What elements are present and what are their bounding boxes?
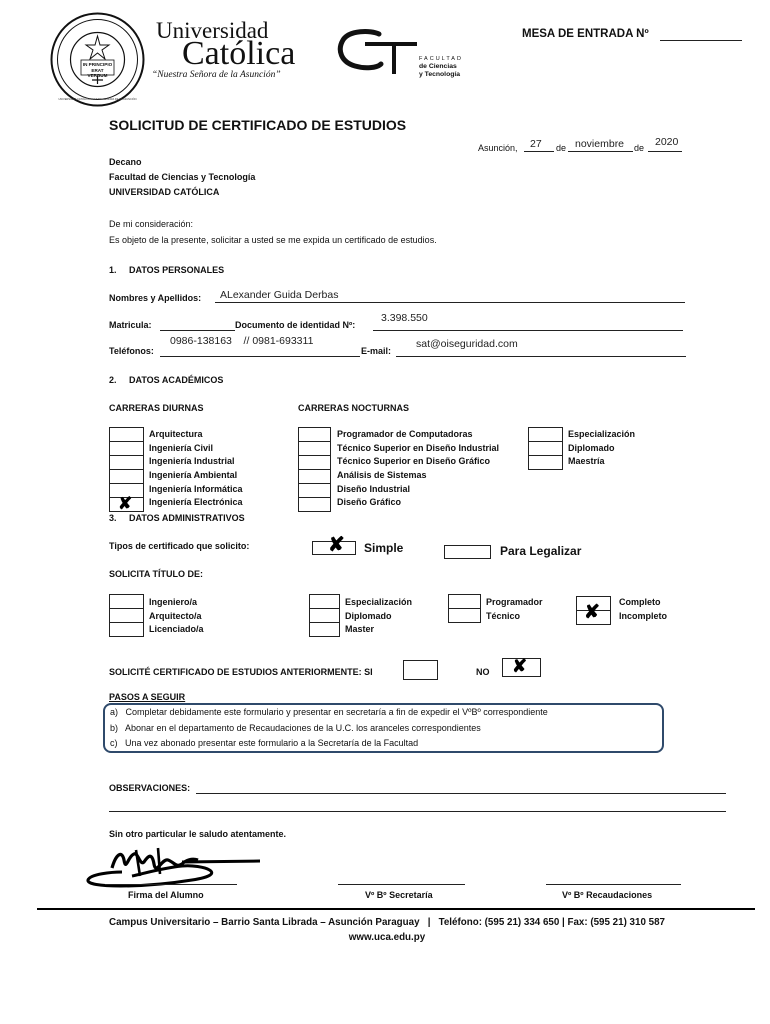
section3-title: 3. DATOS ADMINISTRATIVOS — [109, 513, 245, 523]
date-day-line — [524, 151, 554, 152]
recaudaciones-sign-line[interactable] — [546, 884, 681, 885]
previous-no-check-mark: ✘ — [512, 656, 528, 676]
checkbox-maestria[interactable] — [528, 455, 563, 470]
titulo-item: Programador — [486, 597, 543, 607]
day-career-item: Ingeniería Industrial — [149, 456, 235, 467]
step-c: c) Una vez abonado presentar este formulario a la Secretaría de la Facultad — [110, 738, 419, 748]
post-career-item: Especialización — [568, 429, 636, 439]
night-career-item: Análisis de Sistemas — [337, 470, 427, 481]
faculty-label-3: y Tecnología — [419, 71, 461, 78]
checkbox-diseno-grafico[interactable] — [298, 497, 331, 512]
closing-text: Sin otro particular le saludo atentamente. — [109, 829, 287, 839]
checkbox-legalizar[interactable] — [444, 545, 491, 559]
day-career-item: Arquitectura — [149, 429, 203, 439]
titulo-label: SOLICITA TÍTULO DE: — [109, 569, 203, 579]
mesa-entrada-line[interactable] — [660, 40, 742, 41]
checkbox-ingeniero[interactable] — [109, 594, 144, 609]
phones-label: Teléfonos: — [109, 346, 154, 356]
day-career-item: Ingeniería Informática — [149, 483, 243, 494]
simple-label: Simple — [364, 541, 404, 555]
titulo-item: Master — [345, 624, 375, 635]
checkbox-titulo-diplomado[interactable] — [309, 608, 340, 623]
checkbox-diplomado[interactable] — [528, 441, 563, 456]
titulo-item: Técnico — [486, 610, 521, 621]
checkbox-diseno-industrial[interactable] — [298, 483, 331, 498]
titulo-item: Ingeniero/a — [149, 597, 198, 607]
night-careers-heading: CARRERAS NOCTURNAS — [298, 403, 410, 413]
titulo-item: Completo — [619, 597, 661, 607]
secretaria-sign-line[interactable] — [338, 884, 465, 885]
doc-label: Documento de identidad Nº: — [235, 320, 356, 330]
date-prefix: Asunción, — [478, 143, 518, 153]
addressee-line3: UNIVERSIDAD CATÓLICA — [109, 187, 220, 197]
checkbox-arquitectura[interactable] — [109, 427, 144, 442]
titulo-item: Licenciado/a — [149, 624, 204, 635]
checkbox-titulo-master[interactable] — [309, 622, 340, 637]
recaudaciones-sign-label: Vº Bº Recaudaciones — [562, 890, 653, 900]
checkbox-titulo-programador[interactable] — [448, 594, 481, 609]
university-seal — [50, 12, 145, 107]
matricula-field-line[interactable] — [160, 330, 235, 331]
alumno-sign-line[interactable] — [105, 884, 237, 885]
checkbox-ing-industrial[interactable] — [109, 455, 144, 470]
section2-title: 2. DATOS ACADÉMICOS — [109, 375, 224, 385]
date-de-1: de — [556, 143, 567, 153]
checkbox-analisis-sistemas[interactable] — [298, 469, 331, 484]
mesa-entrada-label: MESA DE ENTRADA Nº — [522, 28, 649, 40]
titulo-item: Incompleto — [619, 610, 668, 621]
intro-line2: Es objeto de la presente, solicitar a usted se me expida un certificado de estudios. — [109, 235, 437, 245]
simple-check-mark: ✘ — [328, 534, 345, 556]
step-a: a) Completar debidamente este formulario y presentar en secretaría a fin de expedir el VºBº correspondiente — [110, 707, 548, 717]
step-b: b) Abonar en el departamento de Recaudaciones de la U.C. los aranceles correspondientes — [110, 723, 481, 733]
wordmark-line1: Universidad — [156, 18, 269, 43]
footer-website[interactable]: www.uca.edu.py — [348, 932, 426, 943]
faculty-label-1: FACULTAD — [419, 56, 463, 62]
titulo-item: Diplomado — [345, 610, 392, 621]
night-career-item: Técnico Superior en Diseño Gráfico — [337, 456, 491, 467]
alumno-sign-label: Firma del Alumno — [128, 890, 204, 900]
night-career-item: Diseño Gráfico — [337, 497, 402, 508]
wordmark-line2: Católica — [182, 35, 296, 72]
date-month-line — [568, 151, 633, 152]
intro-line1: De mi consideración: — [109, 219, 194, 229]
checkbox-especializacion[interactable] — [528, 427, 563, 442]
night-career-item: Técnico Superior en Diseño Industrial — [337, 442, 500, 453]
post-career-item: Maestría — [568, 456, 605, 467]
email-value[interactable]: sat@oiseguridad.com — [416, 338, 518, 350]
titulo-item: Especialización — [345, 597, 413, 607]
checkbox-titulo-especializacion[interactable] — [309, 594, 340, 609]
titulo-col1-list — [149, 596, 204, 637]
student-signature — [82, 846, 262, 892]
faculty-label-2: de Ciencias — [419, 63, 457, 70]
addressee-line2: Facultad de Ciencias y Tecnología — [109, 172, 256, 182]
checkbox-programador[interactable] — [298, 427, 331, 442]
titulo-col2-list — [345, 596, 412, 637]
steps-title: PASOS A SEGUIR — [109, 692, 186, 702]
titulo-col4-list — [619, 596, 667, 623]
completo-check-mark: ✘ — [584, 602, 600, 623]
phones-field-line — [160, 356, 360, 357]
previous-cert-label: SOLICITÉ CERTIFICADO DE ESTUDIOS ANTERIORMENTE: SI — [109, 667, 373, 677]
matricula-label: Matricula: — [109, 320, 152, 330]
legalizar-label: Para Legalizar — [500, 544, 582, 558]
checkbox-ing-civil[interactable] — [109, 441, 144, 456]
date-year[interactable]: 2020 — [655, 136, 679, 148]
day-careers-heading: CARRERAS DIURNAS — [109, 403, 204, 413]
day-career-item: Ingeniería Ambiental — [149, 470, 238, 481]
checkbox-tec-diseno-grafico[interactable] — [298, 455, 331, 470]
post-careers-list — [568, 428, 635, 469]
email-label: E-mail: — [361, 346, 392, 356]
date-day[interactable]: 27 — [530, 138, 542, 150]
cert-type-label: Tipos de certificado que solicito: — [109, 541, 250, 551]
post-career-item: Diplomado — [568, 442, 615, 453]
seal-motto-1: IN PRINCIPIO — [82, 62, 113, 67]
night-career-item: Programador de Computadoras — [337, 429, 473, 439]
name-field-line — [215, 302, 685, 303]
night-careers-list — [337, 428, 499, 510]
checkbox-tec-diseno-industrial[interactable] — [298, 441, 331, 456]
footer-address: Campus Universitario – Barrio Santa Librada – Asunción Paraguay | Teléfono: (595 21) 334 650 | Fax: (595 21) 310 587 — [109, 917, 665, 928]
seal-ring-text: UNIVERSIDAD CATÓLICA NUESTRA SEÑORA DE LA ASUNCIÓN — [58, 98, 137, 101]
checkbox-licenciado[interactable] — [109, 622, 144, 637]
titulo-item: Arquitecto/a — [149, 610, 202, 621]
phones-value[interactable]: 0986-138163 // 0981-693311 — [170, 335, 314, 347]
page-title: SOLICITUD DE CERTIFICADO DE ESTUDIOS — [109, 117, 407, 133]
faculty-logo — [335, 28, 475, 83]
day-career-item: Ingeniería Civil — [149, 442, 214, 453]
wordmark-tagline: “Nuestra Señora de la Asunción” — [152, 70, 281, 80]
observaciones-line-1[interactable] — [196, 793, 726, 794]
date-month[interactable]: noviembre — [575, 138, 625, 150]
date-de-2: de — [634, 143, 645, 153]
doc-field-line — [373, 330, 683, 331]
date-year-line — [648, 151, 682, 152]
observaciones-label: OBSERVACIONES: — [109, 783, 191, 793]
name-label: Nombres y Apellidos: — [109, 293, 202, 303]
day-careers-list — [149, 428, 243, 510]
secretaria-sign-label: Vº Bº Secretaría — [365, 890, 433, 900]
night-career-item: Diseño Industrial — [337, 483, 411, 494]
previous-no-label: NO — [476, 667, 490, 677]
section1-title: 1. DATOS PERSONALES — [109, 265, 225, 275]
university-wordmark — [152, 18, 317, 88]
titulo-col3-list — [486, 596, 543, 623]
checkbox-arquitecto[interactable] — [109, 608, 144, 623]
email-field-line — [396, 356, 686, 357]
checkbox-ing-ambiental[interactable] — [109, 469, 144, 484]
electronica-check-mark: ✘ — [118, 494, 133, 513]
footer-rule — [37, 908, 755, 910]
observaciones-line-2[interactable] — [109, 811, 726, 812]
day-career-item: Ingeniería Electrónica — [149, 497, 243, 508]
name-value[interactable]: ALexander Guida Derbas — [220, 289, 339, 301]
checkbox-titulo-tecnico[interactable] — [448, 608, 481, 623]
seal-motto-2: ERAT VERBUM — [87, 68, 108, 78]
doc-value[interactable]: 3.398.550 — [381, 312, 428, 324]
checkbox-previous-si[interactable] — [403, 660, 438, 680]
addressee-line1: Decano — [109, 157, 142, 167]
